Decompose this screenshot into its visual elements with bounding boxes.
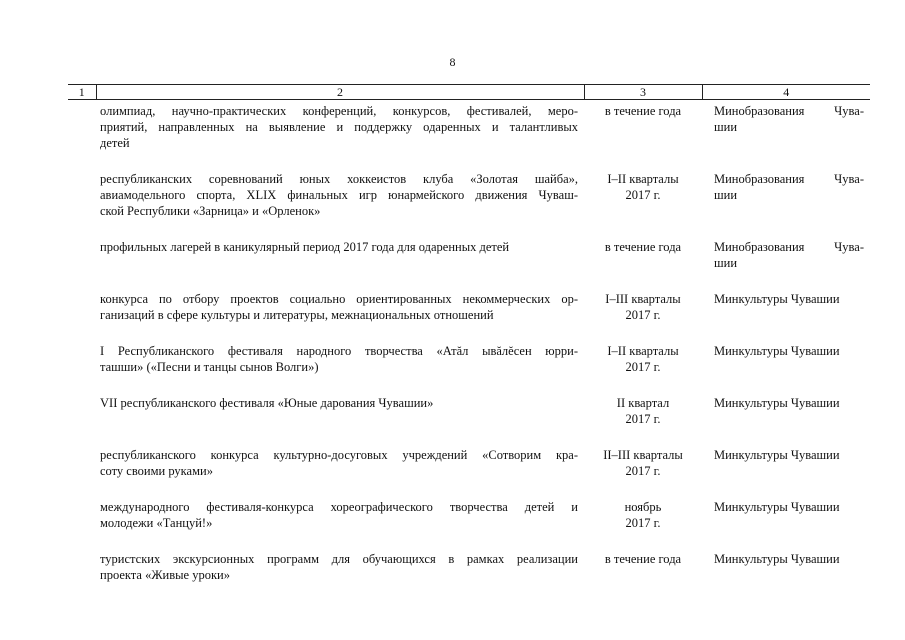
table-row: [68, 343, 870, 395]
event-text-line: проекта «Живые уроки»: [100, 568, 230, 582]
event-text-line: молодежи «Танцуй!»: [100, 516, 213, 530]
event-text-line: туристских экскурсионных программ для обучающихся в рамках реализации: [100, 552, 578, 566]
term-cell: [584, 100, 702, 172]
event-cell: [96, 100, 584, 172]
column-header-2: 2: [96, 85, 584, 100]
event-cell: [96, 291, 584, 343]
responsible-text-line: шии: [714, 120, 738, 134]
responsible-text-line: Минкультуры Чувашии: [714, 448, 840, 462]
event-text-line: детей: [100, 136, 130, 150]
responsible-cell: [702, 239, 870, 291]
event-text-line: международного фестиваля-конкурса хореографического творчества детей и: [100, 500, 578, 514]
term-text-line: 2017 г.: [625, 516, 661, 530]
responsible-text-line: Минобразования Чува-: [714, 240, 864, 254]
event-cell: [96, 239, 584, 291]
term-text-line: II–III кварталы: [603, 448, 683, 462]
responsible-text-line: Минобразования Чува-: [714, 172, 864, 186]
page-number: 8: [449, 55, 456, 69]
row-number-cell: [68, 291, 96, 343]
responsible-cell: [702, 100, 870, 172]
event-text-line: конкурса по отбору проектов социально ориентированных некоммерческих ор-: [100, 292, 578, 306]
event-text-line: профильных лагерей в каникулярный период 2017 года для одаренных детей: [100, 240, 510, 254]
event-text-line: ташши» («Песни и танцы сынов Волги»): [100, 360, 319, 374]
event-text-line: ской Республики «Зарница» и «Орленок»: [100, 204, 321, 218]
responsible-cell: [702, 395, 870, 447]
event-cell: [96, 171, 584, 239]
row-number-cell: [68, 171, 96, 239]
term-text-line: I–II кварталы: [607, 172, 679, 186]
row-number-cell: [68, 239, 96, 291]
column-header-1: 1: [68, 85, 96, 100]
row-number-cell: [68, 447, 96, 499]
event-text-line: VII республиканского фестиваля «Юные дарования Чувашии»: [100, 396, 434, 410]
responsible-cell: [702, 551, 870, 603]
row-number-cell: [68, 100, 96, 172]
term-cell: [584, 291, 702, 343]
term-cell: [584, 239, 702, 291]
responsible-text-line: Минкультуры Чувашии: [714, 500, 840, 514]
table-row: [68, 447, 870, 499]
plan-table: [68, 84, 870, 603]
term-cell: [584, 447, 702, 499]
row-number-cell: [68, 343, 96, 395]
term-text-line: 2017 г.: [625, 412, 661, 426]
table-row: [68, 239, 870, 291]
event-text-line: I Республиканского фестиваля народного творчества «Атăл ывăлĕсен юрри-: [100, 344, 578, 358]
row-number-cell: [68, 499, 96, 551]
term-text-line: ноябрь: [624, 500, 662, 514]
term-text-line: 2017 г.: [625, 308, 661, 322]
event-cell: [96, 395, 584, 447]
event-cell: [96, 343, 584, 395]
term-text-line: в течение года: [604, 104, 682, 118]
term-text-line: 2017 г.: [625, 360, 661, 374]
responsible-text-line: Минкультуры Чувашии: [714, 552, 840, 566]
responsible-text-line: шии: [714, 256, 738, 270]
table-row: [68, 171, 870, 239]
responsible-cell: [702, 343, 870, 395]
column-header-3: 3: [584, 85, 702, 100]
responsible-cell: [702, 447, 870, 499]
event-text-line: олимпиад, научно-практических конференций, конкурсов, фестивалей, меро-: [100, 104, 578, 118]
table-row: [68, 291, 870, 343]
term-text-line: I–III кварталы: [605, 292, 681, 306]
term-cell: [584, 343, 702, 395]
term-cell: [584, 171, 702, 239]
table-row: [68, 551, 870, 603]
row-number-cell: [68, 395, 96, 447]
table-row: [68, 395, 870, 447]
event-text-line: ганизаций в сфере культуры и литературы, межнациональных отношений: [100, 308, 494, 322]
event-cell: [96, 499, 584, 551]
table-row: [68, 100, 870, 172]
term-text-line: в течение года: [604, 240, 682, 254]
term-cell: [584, 551, 702, 603]
column-header-4: 4: [702, 85, 870, 100]
table-row: [68, 499, 870, 551]
event-cell: [96, 447, 584, 499]
event-text-line: соту своими руками»: [100, 464, 213, 478]
term-text-line: 2017 г.: [625, 188, 661, 202]
event-text-line: авиамодельного спорта, XLIX финальных игр юнармейского движения Чуваш-: [100, 188, 578, 202]
term-text-line: в течение года: [604, 552, 682, 566]
row-number-cell: [68, 551, 96, 603]
term-text-line: 2017 г.: [625, 464, 661, 478]
column-number-row: [68, 85, 870, 100]
responsible-cell: [702, 291, 870, 343]
responsible-cell: [702, 499, 870, 551]
responsible-text-line: Минкультуры Чувашии: [714, 292, 840, 306]
term-text-line: I–II кварталы: [607, 344, 679, 358]
term-cell: [584, 499, 702, 551]
event-text-line: республиканских соревнований юных хоккеистов клуба «Золотая шайба»,: [100, 172, 578, 186]
term-cell: [584, 395, 702, 447]
responsible-text-line: шии: [714, 188, 738, 202]
event-text-line: республиканского конкурса культурно-досуговых учреждений «Сотворим кра-: [100, 448, 578, 462]
event-text-line: приятий, направленных на выявление и поддержку одаренных и талантливых: [100, 120, 578, 134]
responsible-text-line: Минкультуры Чувашии: [714, 396, 840, 410]
responsible-text-line: Минобразования Чува-: [714, 104, 864, 118]
event-cell: [96, 551, 584, 603]
responsible-cell: [702, 171, 870, 239]
term-text-line: II квартал: [616, 396, 670, 410]
responsible-text-line: Минкультуры Чувашии: [714, 344, 840, 358]
